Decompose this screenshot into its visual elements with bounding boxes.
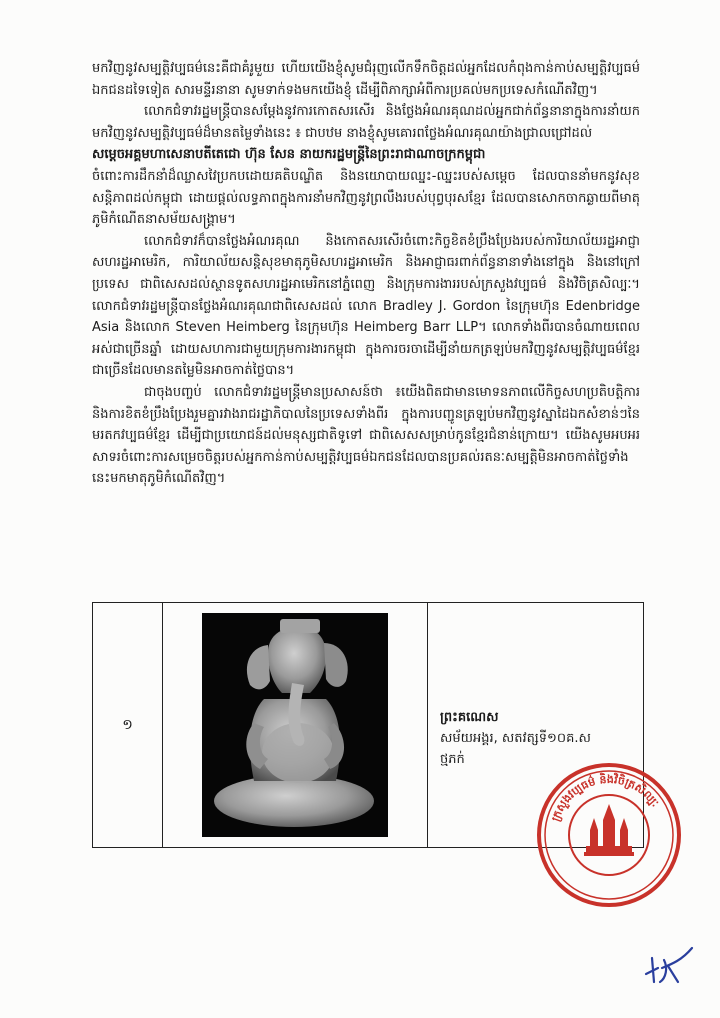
table-cell-number [93,603,163,847]
document-body [92,58,640,490]
paragraph-1: មកវិញនូវសម្បត្តិវប្បធម៌នេះគឺជាគំរូមួយ ហើយយើងខ្ញុំសូមជំរុញលើកទឹកចិត្តដល់អ្នកដែលកំពុងកាន់កាប់សម្បត្តិវប្បធម៌ឯកជនដទៃទៀត សារមន្ទីរនានា សូមទាក់ទងមកយើងខ្ញុំ ដើម្បីពិភាក្សាអំពីការប្រគល់មកប្រទេសកំណើតវិញ។ [92,61,640,98]
artifact-material: ថ្មភក់ [440,752,465,767]
signature-mark [638,938,698,988]
paragraph-4: លោកជំទាវក៏បានថ្លែងអំណរគុណ និងកោតសរសើរចំពោះកិច្ចខិតខំប្រឹងប្រែងរបស់ការិយាល័យរដ្ឋអាជ្ញាសហរដ្ឋអាមេរិក, ការិយាល័យសន្តិសុខមាតុភូមិសហរដ្ឋអាមេរិក និងអាជ្ញាធរពាក់ព័ន្ធនានាទាំងនៅក្នុង និងនៅក្រៅប្រទេស ជាពិសេសដល់ស្ថានទូតសហរដ្ឋអាមេរិកនៅភ្នំពេញ និងក្រុមការងាររបស់ក្រសួងវប្បធម៌ និងវិចិត្រសិល្បៈ។ លោកជំទាវរដ្ឋមន្ត្រីបានថ្លែងអំណរគុណជាពិសេសដល់ លោក Bradley J. Gordon នៃក្រុមហ៊ុន Edenbridge Asia និងលោក Steven Heimberg នៃក្រុមហ៊ុន Heimberg Barr LLP។ លោកទាំងពីរបានចំណាយពេលអស់ជាច្រើនឆ្នាំ ដោយសហការជាមួយក្រុមការងារកម្ពុជា ក្នុងការចរចាដើម្បីនាំយកត្រឡប់មកវិញនូវសម្បត្តិវប្បធម៌ខ្មែរជាច្រើនដែលមានតម្លៃមិនអាចកាត់ថ្លៃបាន។ [92,233,640,379]
temple-emblem [584,804,634,856]
ganesha-statue-image [202,613,388,837]
artifact-title: ព្រះគណេស [440,710,499,725]
ministry-seal-graphic [534,760,684,910]
artifact-number: ១ [122,716,133,733]
ganesha-statue-photo [202,613,388,837]
seal-text: ក្រសួងវប្បធម៌ និងវិចិត្រសិល្បៈ [548,772,662,824]
paragraph-5: ជាចុងបញ្ចប់ លោកជំទាវរដ្ឋមន្ត្រីមានប្រសាសន៍ថា ៖យើងពិតជាមានមោទនភាពលើកិច្ចសហប្រតិបត្តិការ និងការខិតខំប្រឹងប្រែងរួមគ្នារវាងរាជរដ្ឋាភិបាលនៃប្រទេសទាំងពីរ ក្នុងការបញ្ជូនត្រឡប់មកវិញនូវស្នាដៃឯកសំខាន់ៗនៃមរតកវប្បធម៌ខ្មែរ ដើម្បីជាប្រយោជន៍ដល់មនុស្សជាតិទូទៅ ជាពិសេសសម្រាប់កូនខ្មែរជំនាន់ក្រោយ។ យើងសូមអបអរសាទរចំពោះការសម្រេចចិត្តរបស់អ្នកកាន់កាប់សម្បត្តិវប្បធម៌ឯកជនដែលបានប្រគល់រតនៈសម្បត្តិមិនអាចកាត់ថ្លៃទាំងនេះមកមាតុភូមិកំណើតវិញ។ [92,384,640,487]
handwritten-signature [638,938,698,988]
paragraph-2: លោកជំទាវរដ្ឋមន្ត្រីបានសម្តែងនូវការកោតសរសើរ និងថ្លែងអំណរគុណដល់អ្នកជាក់ព័ន្ធនានាក្នុងការនាំយកមកវិញនូវសម្បត្តិវប្បធម៌ដ៏មានតម្លៃទាំងនេះ ៖ ជាបឋម នាងខ្ញុំសូមគោរពថ្លែងអំណរគុណយ៉ាងជ្រាលជ្រៅដល់ [92,104,640,141]
honorific-line: សម្តេចអគ្គមហាសេនាបតីតេជោ ហ៊ុន សែន នាយករដ្ឋមន្ត្រីនៃព្រះរាជាណាចក្រកម្ពុជា [92,147,486,163]
paragraph-3: ចំពោះការដឹកនាំដ៏ឈ្លាសវៃប្រកបដោយគតិបណ្ឌិត និងនយោបាយឈ្នះ-ឈ្នះរបស់សម្តេច ដែលបាននាំមកនូវសុខសន្តិភាពដល់កម្ពុជា ដោយផ្តល់លទ្ធភាពក្នុងការនាំមកវិញនូវព្រលឹងរបស់បុព្វបុរសខ្មែរ ដែលបានសោកចាកឆ្ងាយពីមាតុភូមិកំណើតនាសម័យសង្គ្រាម។ [92,168,640,228]
table-cell-photo [163,603,428,847]
ministry-seal [534,760,684,910]
artifact-period: សម័យអង្គរ, សតវត្សទី១០គ.ស [440,731,591,746]
